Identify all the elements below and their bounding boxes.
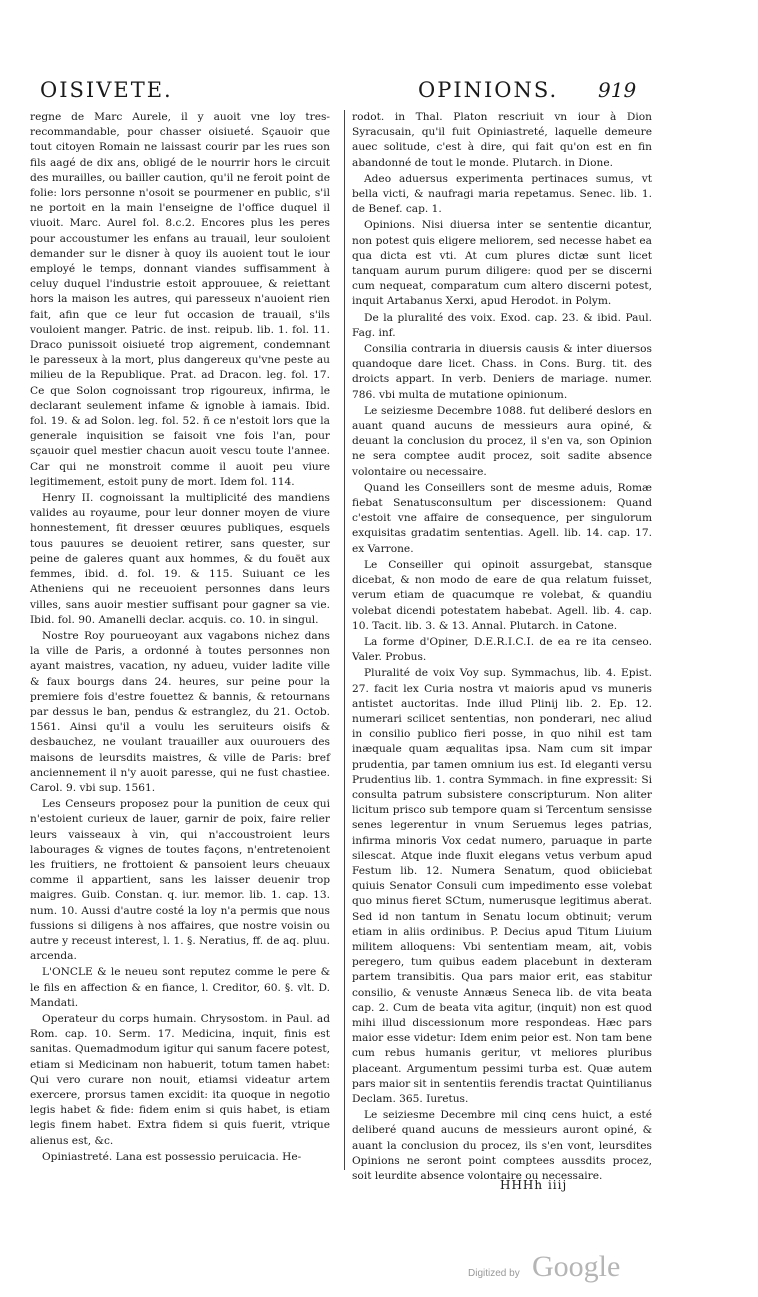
google-logo: Google [532,1250,621,1283]
paragraph: rodot. in Thal. Platon rescriuit vn iour à Dion Syracusain, qu'il fuit Opiniastreté, laquelle demeure auec solitude, c'est à dire, qui fait qu'on est en fin abandonné de tout le monde. Plutarch. in Dione. [352,111,652,169]
paragraph: Opinions. Nisi diuersa inter se sententie dicantur, non potest quis eligere meliorem, sed necesse habet ea qua dicta est vti. At cum plures dictæ sunt licet tanquam aurum purum diligere: quod per se discerni cum nequeat, comparatum cum altero discerni potest, inquit Artabanus Xerxi, apud Herodot. in Polym. [352,219,652,308]
paragraph: Quand les Conseillers sont de mesme aduis, Romæ fiebat Senatusconsultum per discessionem: Quand c'estoit vne affaire de consequence, per singulorum exquisitas gradatim sententias. Agell. lib. 14. cap. 17. ex Varrone. [352,481,652,555]
paragraph: Opiniastreté. Lana est possessio peruicacia. He- [42,1150,302,1163]
left-column [30,110,330,1163]
digitized-watermark [468,1250,698,1290]
paragraph: De la pluralité des voix. Exod. cap. 23. & ibid. Paul. Fag. inf. [352,311,652,339]
right-column [352,110,652,1190]
paragraph: Consilia contraria in diuersis causis & inter diuersos quandoque dare licet. Chass. in Cons. Burg. tit. des droicts appart. In verb. Deniers de mariage. numer. 786. vbi multa de mutatione opinionum. [352,343,652,401]
paragraph: Pluralité de voix Voy sup. Symmachus, lib. 4. Epist. 27. facit lex Curia nostra vt maioris apud vs muneris antistet auctoritas. Inde illud Plinij lib. 2. Ep. 12. numerari scilicet sententias, non ponderari, nec aliud in consilio publico fieri posse, in quo nihil est tam inæquale quam æqualitas ipsa. Nam cum sit impar prudentia, par tamen omnium ius est. Id eleganti versu Prudentius lib. 1. contra Symmach. in fine expressit: Si consulta patrum subsistere conscripturum. Non aliter licitum prisco sub tempore quam si Tercentum sensisse senes legerentur in vnum Seruemus leges patrias, infirma minoris Vox cedat numero, paruaque in parte silescat. Atque inde fluxit elegans vetus verbum apud Festum lib. 12. Numera Senatum, quod obiiciebat quiuis Senator Consuli cum impedimento esse volebat quo minus fieret SCtum, numerusque legitimus aberat. Sed id non tantum in Senatu locum obtinuit; verum etiam in aliis ordinibus. P. Decius apud Titum Liuium militem alloquens: Vbi sententiam meam, ait, vobis peregero, tum quibus eadem placebunt in dexteram partem transibitis. Qua pars maior erit, eas stabitur consilio, & venuste Annæus Seneca lib. de vita beata cap. 2. Cum de beata vita agitur, (inquit) non est quod mihi illud discessionum more respondeas. Hæc pars maior esse videtur: Idem enim peior est. Non tam bene cum rebus humanis geritur, vt meliores pluribus placeant. Argumentum pessimi turba est. Quæ autem pars maior sit in sententiis ferendis tractat Quintilianus Declam. 365. Iuretus. [352,667,652,1105]
paragraph: La forme d'Opiner, D.E.R.I.C.I. de ea re ita censeo. Valer. Probus. [352,635,652,664]
paragraph: Nostre Roy pourueoyant aux vagabons nichez dans la ville de Paris, a ordonné à toutes personnes non ayant maistres, vacation, ny adueu, vuider ladite ville & faux bourgs dans 24. heures, sur peine pour la premiere fois d'estre fouettez & bannis, & retournans par dessus le ban, pendus & estranglez, du 21. Octob. 1561. Ainsi qu'il a voulu les seruiteurs oisifs & desbauchez, ne voulant trauailler aux ouurouers des maisons de leursdits maistres, & ville de Paris: bref anciennement il n'y auoit paresse, qui ne fust chastiee. Carol. 9. vbi sup. 1561. [30,629,330,794]
signature-mark: HHHh iiij [500,1178,568,1192]
paragraph: Le seiziesme Decembre mil cinq cens huict, a esté deliberé quand aucuns de messieurs auront opiné, & auant la conclusion du procez, ils s'en vont, leursdites Opinions ne seront point comptees aussdits procez, soit leurdite absence volontaire ou necessaire. [352,1109,652,1183]
paragraph: Le seiziesme Decembre 1088. fut deliberé deslors en auant quand aucuns de messieurs aura opiné, & deuant la conclusion du procez, il s'en va, son Opinion ne sera comptee audit procez, soit sadite absence volontaire ou necessaire. [352,404,652,478]
left-running-title: OISIVETE. [40,78,173,102]
page-number: 919 [598,78,637,102]
running-header [30,78,658,108]
paragraph: L'ONCLE & le neueu sont reputez comme le pere & le fils en affection & en fiance, l. Creditor, 60. §. vlt. D. Mandati. [30,966,330,1009]
book-page [30,70,658,1283]
paragraph: Les Censeurs proposez pour la punition de ceux qui n'estoient curieux de lauer, garnir de poix, faire relier leurs vaisseaux à vin, qui n'accoustroient leurs labourages & vignes de toutes façons, n'entretenoient les fruitiers, ne frottoient & pansoient leurs cheuaux comme il appartient, sans les laisser deuenir trop maigres. Guib. Constan. q. iur. memor. lib. 1. cap. 13. num. 10. Aussi d'autre costé la loy n'a permis que nous fussions si diligens à nos affaires, que nostre voisin ou autre y receust interest, l. 1. §. Neratius, ff. de aq. pluu. arcenda. [30,798,330,963]
paragraph: Adeo aduersus experimenta pertinaces sumus, vt bella victi, & naufragi maria repetamus. Senec. lib. 1. de Benef. cap. 1. [352,172,652,216]
digitized-by-label: Digitized by [468,1268,520,1279]
column-divider [344,110,345,1170]
paragraph: Le Conseiller qui opinoit assurgebat, stansque dicebat, & non modo de eare de qua relatum fuisset, verum etiam de quacumque re volebat, & quandiu volebat dicendi potestatem habebat. Agell. lib. 4. cap. 10. Tacit. lib. 3. & 13. Annal. Plutarch. in Catone. [352,558,652,632]
right-running-title: OPINIONS. [418,78,559,102]
paragraph: Henry II. cognoissant la multiplicité des mandiens valides au royaume, pour leur donner moyen de viure honnestement, fit dresser œuures publiques, esquels tous pauures se deuoient retirer, sans quester, sur peine de galeres quant aux hommes, & du fouët aux femmes, ibid. d. fol. 19. & 115. Suiuant ce les Atheniens qui ne receuoient personnes dans leurs villes, sans auoir mestier suffisant pour gagner sa vie. Ibid. fol. 90. Amanelli declar. acquis. co. 10. in singul. [30,492,330,626]
paragraph: Operateur du corps humain. Chrysostom. in Paul. ad Rom. cap. 10. Serm. 17. Medicina, inquit, finis est sanitas. Quemadmodum igitur qui sanum facere potest, etiam si Medicinam non habuerit, totum tamen habet: Qui vero curare non nouit, etiamsi videatur artem exercere, prorsus tamen excidit: ita quoque in negotio legis habet & fide: fidem enim si quis habet, is etiam legis finem habet. Extra fidem si quis fuerit, vtrique alienus est, &c. [30,1012,330,1147]
paragraph: regne de Marc Aurele, il y auoit vne loy tres-recommandable, pour chasser oisiueté. Sçauoir que tout citoyen Romain ne laissast courir par les rues son fils aagé de dix ans, obligé de le nourrir hors le circuit des murailles, ou bailler caution, qu'il ne feroit point de folie: lors personne n'osoit se pourmener en public, s'il ne portoit en la main l'enseigne de l'office duquel il viuoit. Marc. Aurel fol. 8.c.2. Encores plus les peres pour accoustumer les enfans au trauail, leur souloient demander sur le disner à quoy ils auoient tout le iour employé le temps, donnant viandes suffisamment à celuy duquel l'industrie estoit approuuee, & reiettant hors la maison les autres, qui paresseux n'auoient rien fait, afin que ce leur fut occasion de trauail, s'ils vouloient manger. Patric. de inst. reipub. lib. 1. fol. 11. Draco punissoit oisiueté trop aigrement, condemnant le paresseux à la mort, plus dangereux qu'vne peste au milieu de la Republique. Prat. ad Dracon. leg. fol. 17. Ce que Solon cognoissant trop rigoureux, infirma, le declarant seulement infame & ignoble à iamais. Ibid. fol. 19. & ad Solon. leg. fol. 52. ñ ce n'estoit lors que la generale inquisition se faisoit vne fois l'an, pour sçauoir quel mestier chacun auoit vescu toute l'annee. Car qui ne monstroit comme il auoit peu viure legitimement, estoit puny de mort. Idem fol. 114. [30,111,330,488]
